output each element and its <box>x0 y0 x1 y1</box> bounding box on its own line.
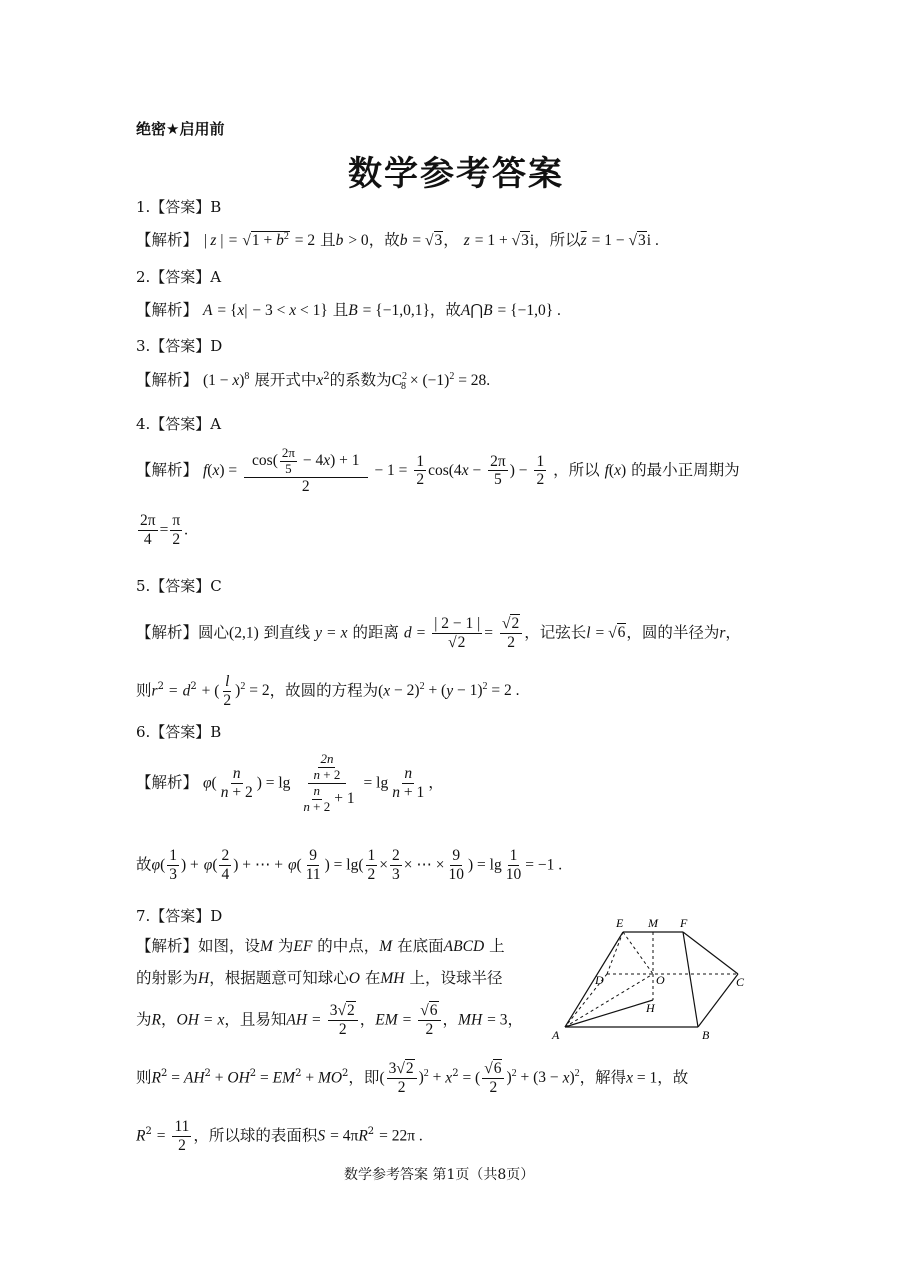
answer-5: 5.【答案】C <box>136 577 222 595</box>
analysis-5: 【解析】圆心(2,1) 到直线 y = x 的距离 d = $\frac{| 2 - 1 |}{√2}$ = $\frac{√2}{2}$ ，记弦长l = √6，圆的半径为r， <box>136 615 741 651</box>
answer-2: 2.【答案】A <box>136 268 222 286</box>
analysis-6-cont: 故φ( $\frac{1}{3}$ ) + φ( $\frac{2}{4}$ ) + ⋯ + φ( $\frac{9}{11}$ ) = lg( $\frac{1}{2}$ × $\frac{2}{3}$ × ⋯ × $\frac{9}{10}$ ) = lg $\frac{1}{10}$ = −1 . <box>136 847 563 883</box>
label-A: A <box>552 1028 560 1042</box>
label-E: E <box>616 916 624 930</box>
label-F: F <box>680 916 688 930</box>
answer-4: 4.【答案】A <box>136 415 222 433</box>
label-O: O <box>656 973 665 987</box>
label-B: B <box>702 1028 710 1042</box>
label-C: C <box>736 975 745 989</box>
analysis-2: 【解析】 A = {x| − 3 < x < 1} 且B = {−1,0,1}，故A⋂B = {−1,0} . <box>136 301 561 319</box>
analysis-5-cont: 则$r^2 = d^2$ + ( $\frac{l}{2}$ )$^2$ = 2，故圆的方程为$(x - 2)^2 + (y - 1)^2 = 2$ . <box>136 673 520 709</box>
analysis-7-line4: 则$R^2 = AH^2 + OH^2 = EM^2 + MO^2$，即( $\frac{3√2}{2}$ )$^2 + x^2$ = ( $\frac{√6}{2}$ )$^2 + (3 - x)^2$，解得x = 1，故 <box>136 1060 689 1096</box>
analysis-4-cont: $\frac{2\pi}{4}$ = $\frac{\pi}{2}$ . <box>140 512 189 548</box>
confidential-mark: 绝密★启用前 <box>136 120 225 138</box>
page-footer: 数学参考答案 第1页（共8页） <box>344 1167 535 1183</box>
page-title: 数学参考答案 <box>348 154 564 194</box>
analysis-7-line2: 的射影为H，根据题意可知球心O 在MH 上，设球半径 <box>136 969 503 987</box>
label-H: H <box>646 1001 655 1015</box>
analysis-3: 【解析】 $(1 - x)^8$ 展开式中$x^2$的系数为$C^2_8 \times (-1)^2 = 28$. <box>136 370 491 393</box>
answer-3: 3.【答案】D <box>136 337 223 355</box>
analysis-7-line1: 【解析】如图，设M 为EF 的中点，M 在底面ABCD 上 <box>136 937 505 955</box>
label-M: M <box>648 916 658 930</box>
label-D: D <box>595 973 604 987</box>
frustum-figure <box>550 912 770 1052</box>
analysis-6: 【解析】 φ( $\frac{n}{n + 2}$ ) = lg $\frac{2n}{n + 2}$ $\frac{n}{n + 2}$ + 1 = lg $\frac{n}{n + 1}$ ， <box>136 751 444 814</box>
answer-6: 6.【答案】B <box>136 723 222 741</box>
answer-1: 1.【答案】B <box>136 198 222 216</box>
analysis-label: 【解析】 <box>136 231 199 249</box>
analysis-1: 【解析】 | z | = $√1 + b^2 = 2$ 且b > 0，故b = √3， z = 1 + √3i，所以$\overline{z} = 1 - √3i$ . <box>136 230 659 249</box>
answer-7: 7.【答案】D <box>136 907 223 925</box>
analysis-7-line3: 为R，OH = x，且易知AH = $\frac{3√2}{2}$ ，EM = $\frac{√6}{2}$ ，MH = 3， <box>136 1002 523 1038</box>
analysis-7-line5: $R^2$ = $\frac{11}{2}$ ，所以球的表面积$S = 4\pi R^2 = 22\pi$ . <box>136 1118 423 1154</box>
analysis-4: 【解析】 f(x) = cos( $\frac{2\pi}{5}$ − 4x) + 1 2 − 1 = $\frac{1}{2}$ cos(4x − $\frac{2\pi}{5}$ ) − $\frac{1}{2}$ ，所以 f(x) 的最小正周期为 <box>136 445 740 495</box>
